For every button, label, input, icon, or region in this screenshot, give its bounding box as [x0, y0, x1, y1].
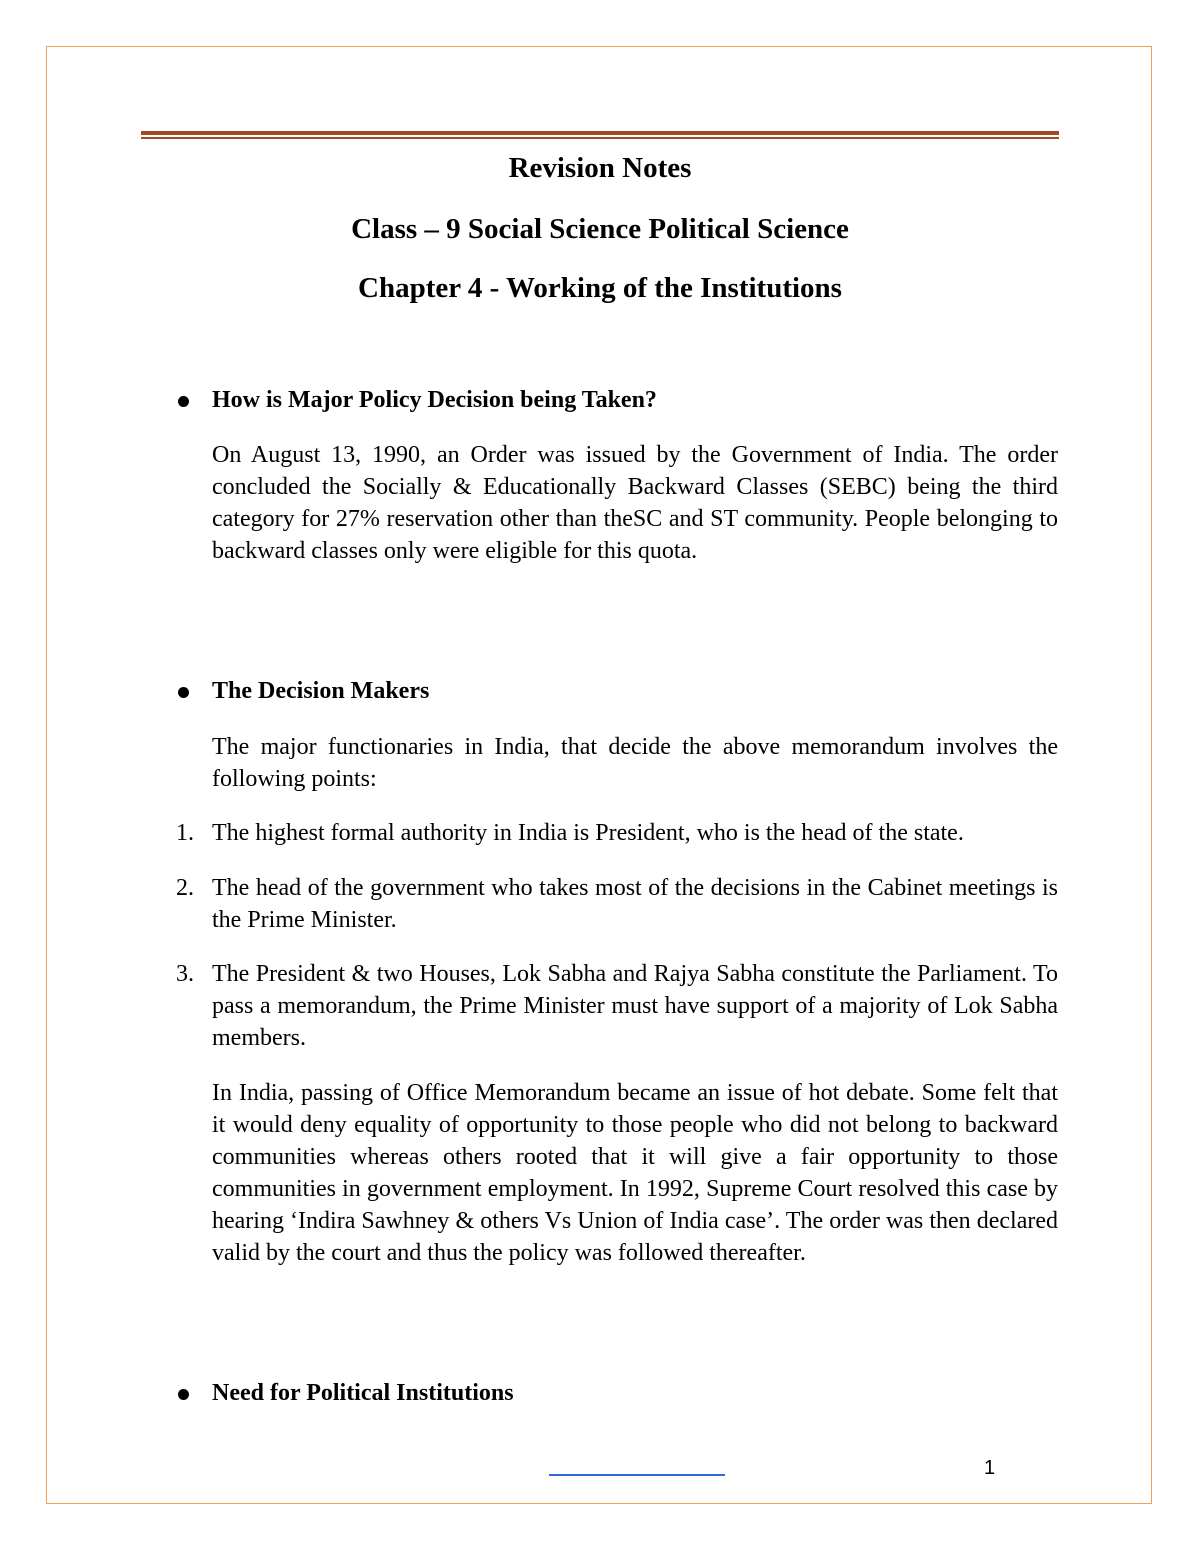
section-paragraph-policy-decision: On August 13, 1990, an Order was issued by the Government of India. The order concluded the Socially & Educationally Backward Classes (SEBC) being the third category for 27% reservation other than theSC and ST community. People belonging to backward classes only were eligible for this quota.	[212, 442, 1058, 564]
bullet-icon	[178, 396, 189, 407]
header-rule-thick	[141, 131, 1059, 135]
list-item-number: 1.	[176, 820, 194, 846]
list-item: The head of the government who takes most of the decisions in the Cabinet meetings is the Prime Minister.	[212, 875, 1058, 933]
section-closing-decision-makers: In India, passing of Office Memorandum became an issue of hot debate. Some felt that it would deny equality of opportunity to those people who did not belong to backward communities whereas others rooted that it will give a fair opportunity to those communities in government employment. In 1992, Supreme Court resolved this case by hearing ‘Indira Sawhney & others Vs Union of India case’. The order was then declared valid by the court and thus the policy was followed thereafter.	[212, 1080, 1058, 1266]
list-item: The President & two Houses, Lok Sabha and Rajya Sabha constitute the Parliament. To pass a memorandum, the Prime Minister must have support of a majority of Lok Sabha members.	[212, 961, 1058, 1051]
bullet-icon	[178, 1389, 189, 1400]
list-item: The highest formal authority in India is President, who is the head of the state.	[212, 820, 964, 846]
list-item-number: 2.	[176, 875, 194, 901]
document-subtitle-chapter: Chapter 4 - Working of the Institutions	[358, 272, 842, 304]
header-rule	[141, 131, 1059, 139]
footer-line	[549, 1474, 725, 1476]
list-item-number: 3.	[176, 961, 194, 987]
document-subtitle-class: Class – 9 Social Science Political Science	[351, 213, 849, 245]
section-intro-decision-makers: The major functionaries in India, that decide the above memorandum involves the following points:	[212, 734, 1058, 792]
page-number: 1	[984, 1457, 996, 1479]
document-title: Revision Notes	[508, 152, 692, 184]
header-rule-thin	[141, 137, 1059, 139]
section-heading-decision-makers: The Decision Makers	[212, 678, 430, 704]
section-heading-political-institutions: Need for Political Institutions	[212, 1380, 514, 1406]
bullet-icon	[178, 687, 189, 698]
section-heading-policy-decision: How is Major Policy Decision being Taken?	[212, 387, 657, 413]
